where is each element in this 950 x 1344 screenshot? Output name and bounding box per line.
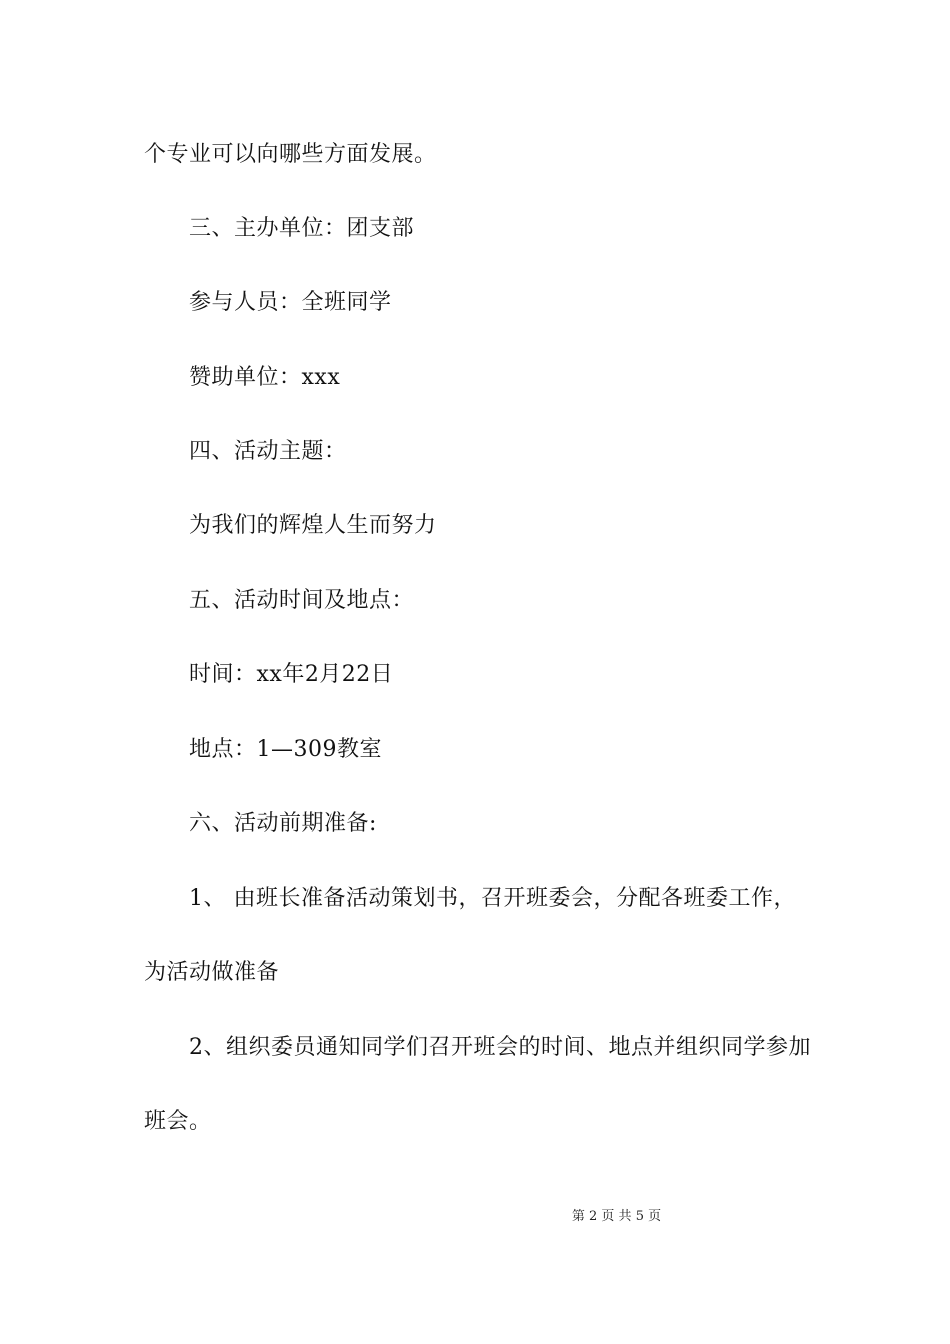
sponsor-line: 赞助单位：xxx: [189, 365, 341, 390]
preparation-item-2-continuation: 班会。: [144, 1109, 212, 1134]
place-line: 地点：1—309教室: [189, 737, 382, 762]
theme-text: 为我们的辉煌人生而努力: [189, 513, 437, 538]
section-six-preparation-heading: 六、活动前期准备:: [189, 811, 377, 836]
paragraph-continuation: 个专业可以向哪些方面发展。: [144, 142, 437, 167]
section-four-theme-heading: 四、活动主题：: [189, 439, 347, 464]
preparation-item-2: 2、组织委员通知同学们召开班会的时间、地点并组织同学参加: [189, 1035, 811, 1060]
section-three-organizer: 三、主办单位：团支部: [189, 216, 415, 241]
page-number-footer: 第 2 页 共 5 页: [571, 1209, 662, 1224]
time-line: 时间：xx年2月22日: [189, 662, 394, 687]
preparation-item-1-continuation: 为活动做准备: [144, 960, 280, 985]
preparation-item-1: 1、 由班长准备活动策划书，召开班委会，分配各班委工作，: [189, 886, 796, 911]
participants-line: 参与人员：全班同学: [189, 290, 392, 315]
section-five-time-place-heading: 五、活动时间及地点：: [189, 588, 415, 613]
